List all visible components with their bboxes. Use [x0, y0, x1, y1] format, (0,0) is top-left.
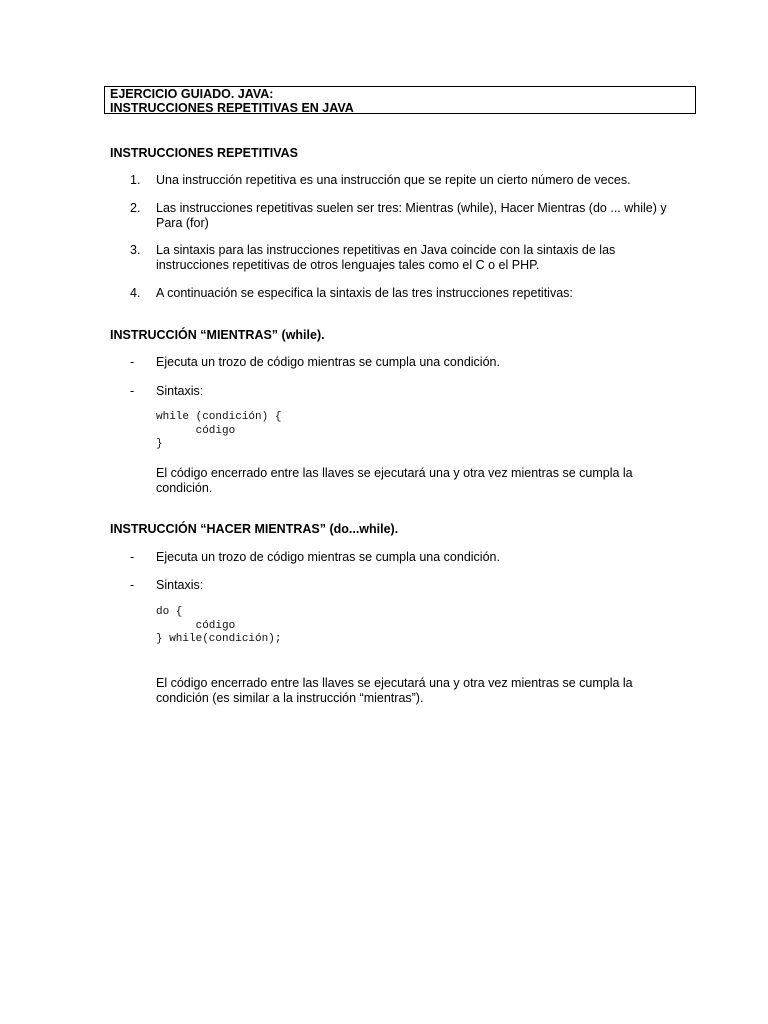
- section-heading-hacer-mientras: INSTRUCCIÓN “HACER MIENTRAS” (do...while).: [110, 522, 399, 536]
- list-item-number: 1.: [130, 173, 141, 187]
- dash-bullet: -: [130, 384, 135, 398]
- title-line-2: INSTRUCCIONES REPETITIVAS EN JAVA: [110, 100, 354, 115]
- list-item-number: 3.: [130, 243, 141, 257]
- list-item-text: Sintaxis:: [156, 578, 204, 592]
- paragraph-note: El código encerrado entre las llaves se ejecutará una y otra vez mientras se cumpla la condición.: [156, 466, 633, 495]
- section-heading-repetitivas: INSTRUCCIONES REPETITIVAS: [110, 146, 298, 160]
- section-heading-mientras: INSTRUCCIÓN “MIENTRAS” (while).: [110, 328, 325, 342]
- list-item-text: Una instrucción repetitiva es una instrucción que se repite un cierto número de veces.: [156, 173, 631, 187]
- dash-bullet: -: [130, 578, 135, 592]
- list-item-text: A continuación se especifica la sintaxis de las tres instrucciones repetitivas:: [156, 286, 573, 300]
- list-item-text: Las instrucciones repetitivas suelen ser tres: Mientras (while), Hacer Mientras (do ... while) y Para (for): [156, 201, 667, 230]
- list-item-text: Sintaxis:: [156, 384, 204, 398]
- title-box: [104, 86, 696, 114]
- list-item-text: Ejecuta un trozo de código mientras se cumpla una condición.: [156, 550, 500, 564]
- list-item-text: La sintaxis para las instrucciones repetitivas en Java coincide con la sintaxis de las instrucciones repetitivas de otros lenguajes tales como el C o el PHP.: [156, 243, 616, 272]
- paragraph-note: El código encerrado entre las llaves se ejecutará una y otra vez mientras se cumpla la condición (es similar a la instrucción “mientras”).: [156, 676, 633, 705]
- code-block-while: while (condición) { código }: [156, 411, 282, 450]
- list-item-text: Ejecuta un trozo de código mientras se cumpla una condición.: [156, 355, 500, 369]
- title-line-1: EJERCICIO GUIADO. JAVA:: [110, 87, 274, 101]
- dash-bullet: -: [130, 550, 135, 564]
- list-item-number: 4.: [130, 286, 141, 300]
- code-block-do-while: do { código } while(condición);: [156, 606, 282, 645]
- dash-bullet: -: [130, 355, 135, 369]
- list-item-number: 2.: [130, 201, 141, 215]
